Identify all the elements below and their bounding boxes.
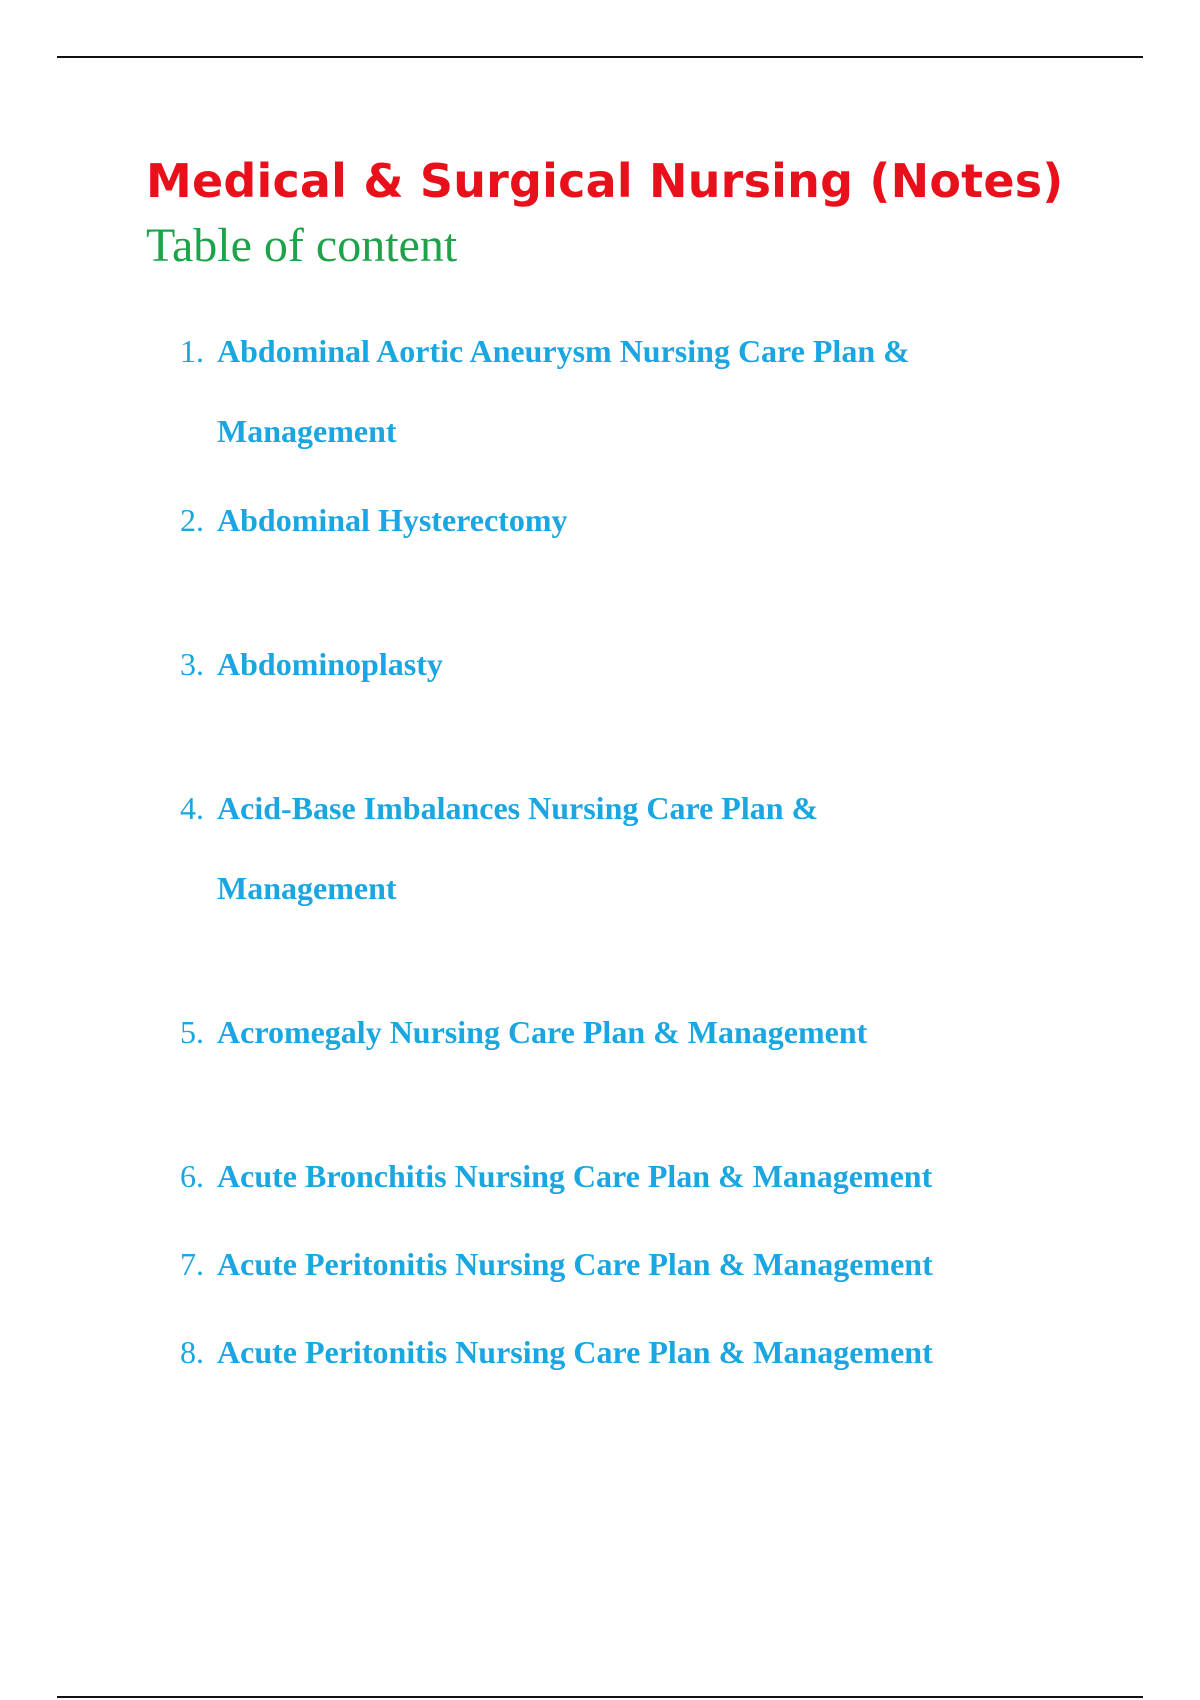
toc-item-link[interactable]: Acute Bronchitis Nursing Care Plan & Management [217, 1158, 933, 1194]
toc-item-link[interactable]: Acid-Base Imbalances Nursing Care Plan & Management [217, 790, 819, 906]
toc-item-link[interactable]: Abdominal Aortic Aneurysm Nursing Care Plan & Management [217, 333, 910, 449]
toc-item-number: 6. [180, 1158, 204, 1194]
toc-item-link[interactable]: Abdominoplasty [217, 646, 443, 682]
toc-item-number: 7. [180, 1246, 204, 1282]
toc-item-number: 5. [180, 1014, 204, 1050]
toc-item-link[interactable]: Acute Peritonitis Nursing Care Plan & Management [217, 1334, 933, 1370]
toc-item-link[interactable]: Acromegaly Nursing Care Plan & Management [217, 1014, 868, 1050]
toc-item-8[interactable] [180, 1312, 1080, 1392]
toc-item-number: 3. [180, 646, 204, 682]
toc-item-number: 2. [180, 502, 204, 538]
toc-item-number: 1. [180, 333, 204, 369]
toc-item-link[interactable]: Acute Peritonitis Nursing Care Plan & Management [217, 1246, 933, 1282]
bottom-rule [57, 1696, 1143, 1698]
toc-item-5[interactable] [180, 992, 1080, 1072]
toc-item-3[interactable] [180, 624, 1080, 704]
toc-item-7[interactable] [180, 1224, 1080, 1304]
document-title: Medical & Surgical Nursing (Notes) [146, 154, 1064, 208]
toc-item-6[interactable] [180, 1136, 1080, 1216]
toc-item-2[interactable] [180, 480, 1080, 560]
toc-item-4[interactable] [180, 768, 1080, 906]
top-rule [57, 56, 1143, 58]
toc-item-number: 8. [180, 1334, 204, 1370]
toc-heading: Table of content [146, 219, 458, 272]
toc-item-number: 4. [180, 790, 204, 826]
toc-item-link[interactable]: Abdominal Hysterectomy [217, 502, 568, 538]
toc-item-1[interactable] [180, 311, 1080, 449]
